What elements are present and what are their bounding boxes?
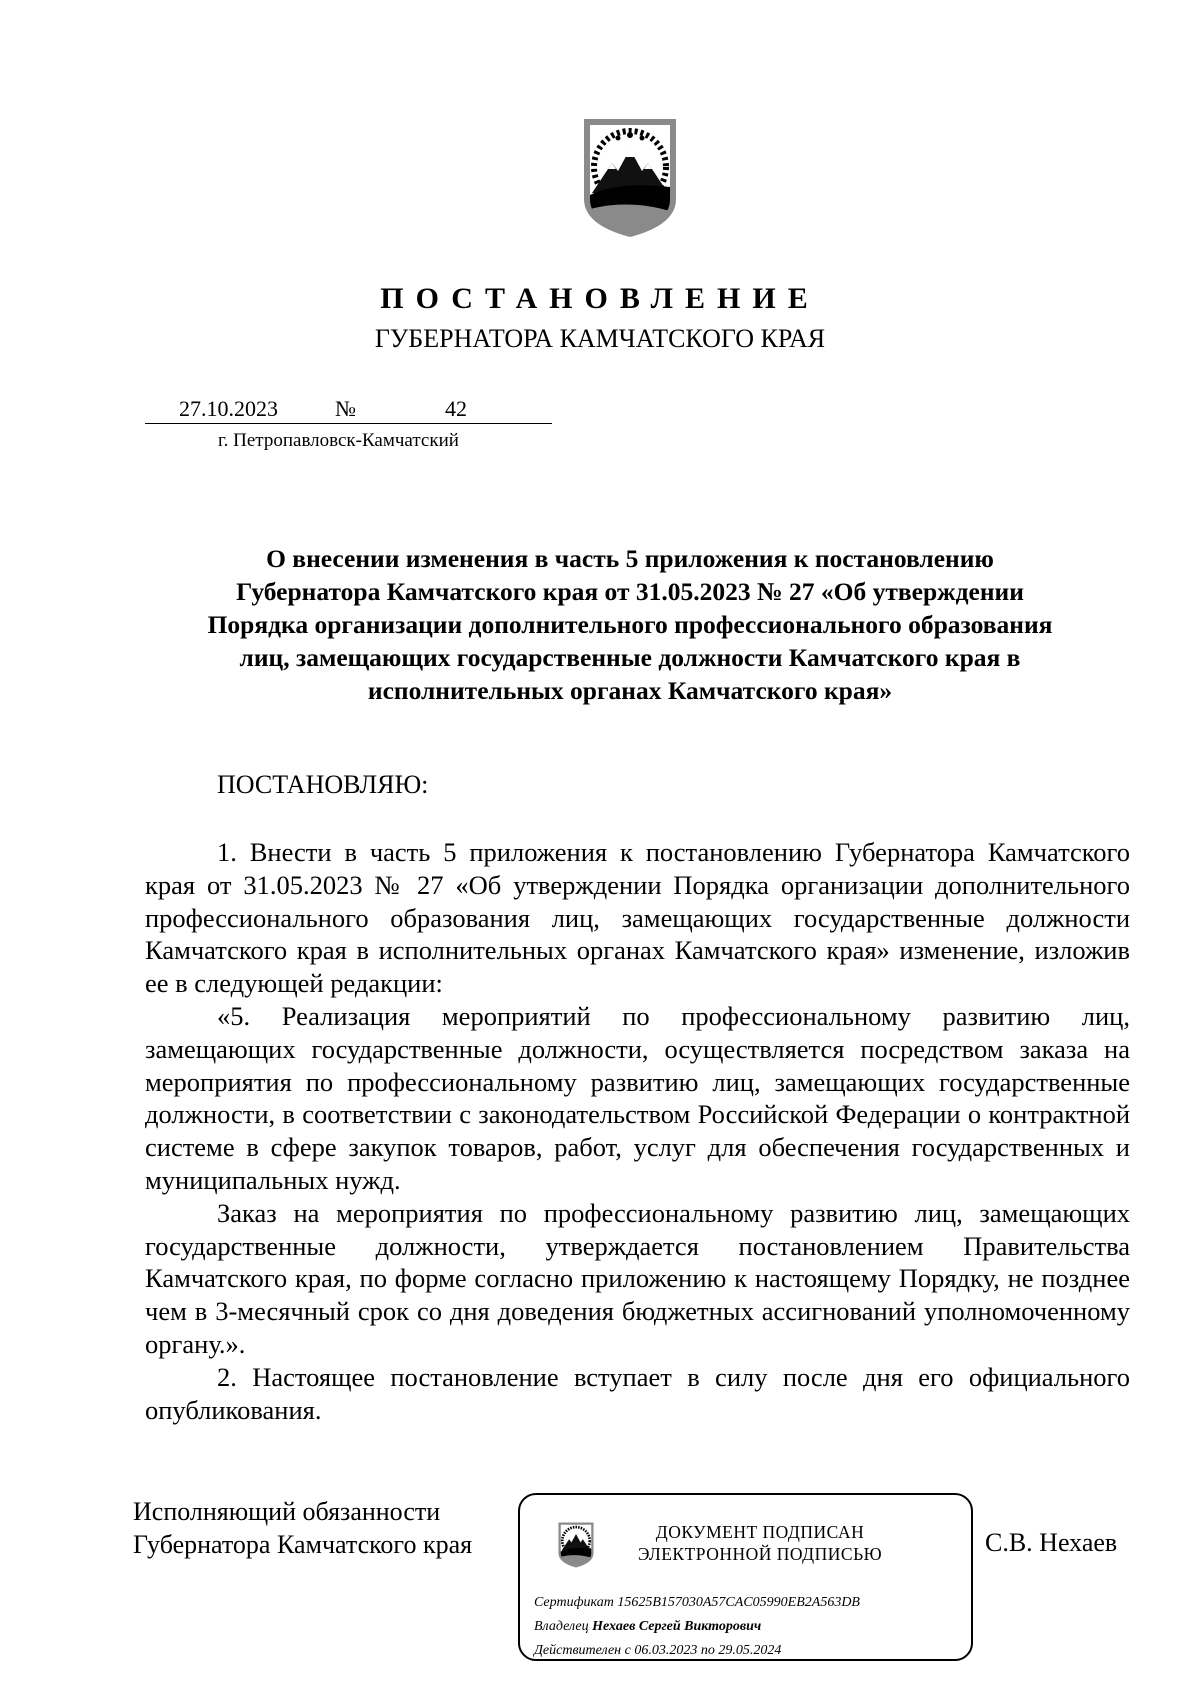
date-number-line: [145, 396, 552, 424]
position-line: Губернатора Камчатского края: [133, 1530, 473, 1559]
paragraph: 2. Настоящее постановление вступает в силу после дня его официального опубликования.: [145, 1361, 1130, 1425]
signatory-name: С.В. Нехаев: [985, 1528, 1118, 1557]
paragraph: «5. Реализация мероприятий по профессиональному развитию лиц, замещающих государственные должности, осуществляется посредством заказа на мероприятия по профессиональному развитию лиц, замещающих государственные должности, в соответствии с законодательством Российской Федерации о контрактной системе в сфере закупок товаров, работ, услуг для обеспечения государственных и муниципальных нужд.: [145, 1000, 1130, 1195]
electronic-signature-stamp: [518, 1493, 973, 1661]
certificate-label: Сертификат: [534, 1595, 614, 1610]
coat-of-arms-icon: [556, 1521, 596, 1569]
heading-line: О внесении изменения в часть 5 приложения к постановлению: [266, 544, 994, 573]
stamp-title-line: ДОКУМЕНТ ПОДПИСАН: [655, 1522, 865, 1542]
signatory-position: [133, 1495, 472, 1561]
decree-word: ПОСТАНОВЛЯЮ:: [217, 770, 429, 799]
valid-from: 06.03.2023: [634, 1643, 698, 1658]
stamp-title: [610, 1521, 910, 1565]
certificate-row: [534, 1595, 860, 1611]
paragraph: 1. Внести в часть 5 приложения к постановлению Губернатора Камчатского края от 31.05.2023 № 27 «Об утверждении Порядка организации дополнительного профессионального образования лиц, замещающих государственные должности Камчатского края в исполнительных органах Камчатского края» изменение, изложив ее в следующей редакции:: [145, 837, 1130, 999]
document-body: [145, 836, 1130, 1426]
document-type-title: ПОСТАНОВЛЕНИЕ: [380, 282, 820, 315]
certificate-value: 15625B157030A57CAC05990EB2A563DB: [617, 1595, 860, 1610]
owner-value: Нехаев Сергей Викторович: [592, 1619, 762, 1634]
document-date: 27.10.2023: [179, 396, 278, 421]
document-number: 42: [445, 396, 467, 421]
position-line: Исполняющий обязанности: [133, 1497, 441, 1526]
owner-row: [534, 1619, 761, 1635]
document-heading: [130, 542, 1130, 707]
heading-line: Губернатора Камчатского края от 31.05.2023 № 27 «Об утверждении: [236, 577, 1024, 606]
issuer-subtitle: ГУБЕРНАТОРА КАМЧАТСКОГО КРАЯ: [374, 324, 826, 353]
coat-of-arms-icon: [578, 115, 682, 241]
heading-line: Порядка организации дополнительного профессионального образования: [207, 610, 1053, 639]
city-location: г. Петропавловск-Камчатский: [218, 430, 459, 451]
paragraph: Заказ на мероприятия по профессиональному развитию лиц, замещающих государственные должности, утверждается постановлением Правительства Камчатского края, по форме согласно приложению к настоящему Порядку, не позднее чем в 3-месячный срок со дня доведения бюджетных ассигнований уполномоченному органу.».: [145, 1197, 1130, 1359]
stamp-title-line: ЭЛЕКТРОННОЙ ПОДПИСЬЮ: [637, 1544, 883, 1564]
heading-line: лиц, замещающих государственные должности Камчатского края в: [239, 643, 1021, 672]
number-sign: №: [335, 396, 356, 421]
valid-label: Действителен с: [534, 1643, 631, 1658]
validity-row: [534, 1643, 781, 1659]
valid-to: 29.05.2024: [718, 1643, 782, 1658]
owner-label: Владелец: [534, 1619, 589, 1634]
heading-line: исполнительных органах Камчатского края»: [367, 676, 893, 705]
valid-to-label: по: [700, 1643, 715, 1658]
